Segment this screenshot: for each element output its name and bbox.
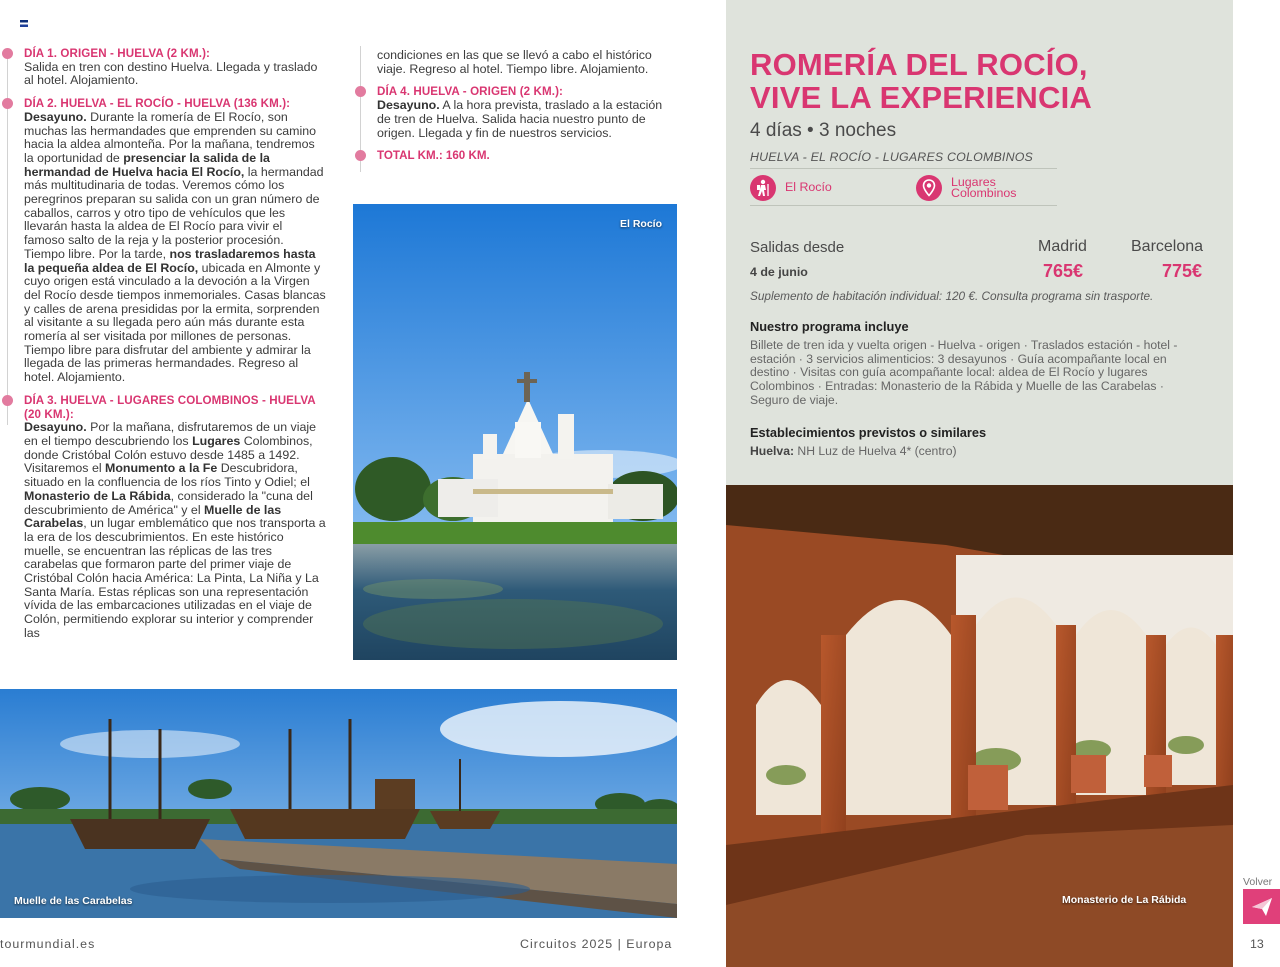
trip-route: HUELVA - EL ROCÍO - LUGARES COLOMBINOS xyxy=(750,150,1034,164)
total-km: TOTAL KM.: 160 KM. xyxy=(377,149,677,163)
timeline-dot xyxy=(2,48,13,59)
city-barcelona: Barcelona xyxy=(1131,238,1204,255)
day-3-continued xyxy=(377,49,677,76)
timeline-dot xyxy=(2,395,13,406)
trip-title: ROMERÍA DEL ROCÍO, VIVE LA EXPERIENCIA xyxy=(750,47,1092,115)
day-title: DÍA 1. ORIGEN - HUELVA (2 KM.): xyxy=(24,47,211,60)
poi-label: Lugares Colombinos xyxy=(951,174,1017,200)
footer-section: Circuitos 2025 | Europa xyxy=(520,937,673,951)
departure-date: 4 de junio xyxy=(750,265,808,279)
hiker-icon xyxy=(750,175,776,201)
carabelas-image xyxy=(0,689,677,918)
supplement-note: Suplemento de habitación individual: 120 €. Consulta programa sin trasporte. xyxy=(750,289,1154,303)
city-madrid: Madrid xyxy=(1038,238,1087,255)
day-title: DÍA 4. HUELVA - ORIGEN (2 KM.): xyxy=(377,85,564,99)
price-madrid: 765€ xyxy=(1043,261,1084,281)
divider xyxy=(750,205,1057,206)
timeline-line-left xyxy=(7,55,8,425)
hotels-text: Huelva: NH Luz de Huelva 4* (centro) xyxy=(750,444,957,458)
photo-el-rocio xyxy=(353,204,677,660)
itinerary-column-2 xyxy=(377,49,677,163)
day-title: DÍA 2. HUELVA - EL ROCÍO - HUELVA (136 KM.): xyxy=(24,97,291,111)
day-title: DÍA 3. HUELVA - LUGARES COLOMBINOS - HUELVA (20 KM.): xyxy=(24,393,316,421)
hotels-heading: Establecimientos previstos o similares xyxy=(750,425,987,440)
paper-plane-icon xyxy=(1252,898,1272,916)
timeline-dot xyxy=(355,86,366,97)
footer-website[interactable]: tourmundial.es xyxy=(0,937,96,951)
photo-monasterio-rabida xyxy=(726,485,1233,967)
day-2 xyxy=(24,97,326,385)
includes-heading: Nuestro programa incluye xyxy=(750,319,909,334)
poi-label: El Rocío xyxy=(785,180,832,195)
day-text: Desayuno. Durante la romería de El Rocío, son muchas las hermandades que emprenden su camino hacia la aldea almonteña. Por la mañana, tendremos la oportunidad de presenciar la salida de la hermandad de Huelva hacia El Rocío, la hermandad más multitudinaria de todas. Veremos cómo los peregrinos preparan su salida con un gran número de caballos, carros y otro tipo de vehículos que les llevarán hasta la aldea de El Rocío para vivir el famoso salto de la reja y la posterior procesión. Tiempo libre. Por la tarde, nos trasladaremos hasta la pequeña aldea de El Rocío, ubicada en Almonte y cuyo origen está vinculado a la devoción a la Virgen del Rocío desde tiempos inmemoriales. Casas blancas y calles de arena presididas por la ermita, sorprenden al visitante a su llegada pero aún más durante esta romería al ser visitada por millones de personas. Tiempo libre para disfrutar del ambiente y admirar la llegada de las primeras hermandades. Regreso al hotel. Alojamiento. xyxy=(24,109,326,385)
photo-caption: Monasterio de La Rábida xyxy=(1062,894,1187,906)
back-button[interactable] xyxy=(1243,889,1280,924)
poi-el-rocio xyxy=(750,175,832,201)
back-label: Volver xyxy=(1243,876,1273,888)
day-1 xyxy=(24,47,326,88)
timeline-dot xyxy=(2,98,13,109)
trip-duration: 4 días • 3 noches xyxy=(750,120,897,141)
photo-caption: Muelle de las Carabelas xyxy=(14,895,133,907)
page-number: 13 xyxy=(1250,937,1264,951)
map-pin-icon xyxy=(916,175,942,201)
photo-muelle-carabelas xyxy=(0,689,677,918)
day-text: condiciones en las que se llevó a cabo el histórico viaje. Regreso al hotel. Tiempo libre. Alojamiento. xyxy=(377,48,652,76)
el-rocio-image xyxy=(353,204,677,660)
day-4 xyxy=(377,85,677,140)
day-text: Desayuno. A la hora prevista, traslado a la estación de tren de Huelva. Salida hacia nuestro punto de origen. Llegada y fin de nuestros servicios. xyxy=(377,98,663,140)
includes-text: Billete de tren ida y vuelta origen - Huelva - origen · Traslados estación - hotel - estación · 3 servicios alimenticios: 3 desayunos · Guía acompañante local en destino · Visitas con guía acompañante local: aldea de El Rocío y lugares Colombinos · Entradas: Monasterio de la Rábida y Muelle de las Carabelas · Seguro de viaje. xyxy=(750,338,1178,407)
timeline-dot xyxy=(355,150,366,161)
departures-label: Salidas desde xyxy=(750,239,845,256)
day-text: Salida en tren con destino Huelva. Llegada y traslado al hotel. Alojamiento. xyxy=(24,59,318,88)
day-text: Desayuno. Por la mañana, disfrutaremos de un viaje en el tiempo descubriendo los Lugares Colombinos, donde Cristóbal Colón estuvo desde 1485 a 1492. Visitaremos el Monumento a la Fe Descubridora, situado en la confluencia de los ríos Tinto y Odiel; el Monasterio de La Rábida, considerado la "cuna del descubrimiento de América" y el Muelle de las Carabelas, un lugar emblemático que nos transporta a la era de los descubrimientos. En este histórico muelle, se encuentran las réplicas de las tres carabelas que formaron parte del primer viaje de Cristóbal Colón hacia América: La Pinta, La Niña y La Santa María. Estas réplicas son una representación vívida de las embarcaciones utilizadas en el viaje de Colón, permitiendo explorar su interior y comprender las xyxy=(24,420,326,640)
price-barcelona: 775€ xyxy=(1162,261,1203,281)
divider xyxy=(750,168,1057,169)
poi-lugares-colombinos xyxy=(916,175,1056,201)
photo-caption: El Rocío xyxy=(619,218,662,230)
language-flag[interactable] xyxy=(20,20,28,27)
itinerary-column-1 xyxy=(24,47,326,650)
day-3 xyxy=(24,394,326,641)
